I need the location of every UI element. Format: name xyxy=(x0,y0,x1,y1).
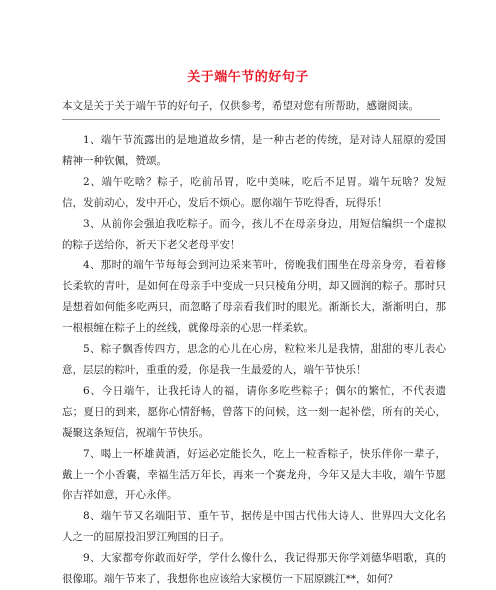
paragraph: 8、端午节又名端阳节、重午节，据传是中国古代伟大诗人、世界四大文化名人之一的屈原投汨罗江殉国的日子。 xyxy=(62,510,446,544)
paragraph: 5、粽子飘香传四方，思念的心儿在心房，粒粒米儿是我情，甜甜的枣儿表心意，层层的粽叶，重重的爱，你是我一生最爱的人，端午节快乐！ xyxy=(62,343,446,376)
paragraph: 4、那时的端午节每每会到河边采来苇叶，傍晚我们围坐在母亲身旁，看着修长柔软的青叶，是如何在母亲手中变成一只只棱角分明，却又圆润的粽子。那时只是想着如何能多吃两只，而忽略了母亲看我们时的眼光。渐渐长大，渐渐明白，那一根根缠在粽子上的丝线，就像母亲的心思一样柔软。 xyxy=(62,259,446,335)
divider-line xyxy=(62,119,440,120)
body-text xyxy=(62,130,446,590)
paragraph: 6、今日端午，让我托诗人的福，请你多吃些粽子；偶尔的繁忙，不代表遗忘；夏日的到来，愿你心情舒畅，曾落下的问候，这一刻一起补偿，所有的关心，凝聚这条短信，祝端午节快乐。 xyxy=(62,384,446,439)
intro-text: 本文是关于关于端午节的好句子，仅供参考，希望对您有所帮助，感谢阅读。 xyxy=(62,100,419,112)
paragraph: 9、大家都夸你敢而好学，学什么像什么，我记得那天你学刘德华唱歌，真的很像耶。端午节来了，我想你也应该给大家模仿一下屈原跳江**，如何？ xyxy=(62,552,446,586)
document-title: 关于端午节的好句子 xyxy=(187,70,309,85)
paragraph: 2、端午吃啥？粽子，吃前吊胃，吃中美味，吃后不足胃。端午玩啥？发短信，发前动心，发中开心，发后不烦心。愿你端午节吃得香，玩得乐！ xyxy=(62,175,446,209)
paragraph: 7、喝上一杯雄黄酒，好运必定能长久，吃上一粒香粽子，快乐伴你一辈子，戴上一个小香囊，幸福生活万年长，再来一个赛龙舟，今年又是大丰收，端午节愿你吉祥如意，开心永伴。 xyxy=(62,447,446,502)
paragraph: 1、端午节流露出的是地道故乡情，是一种古老的传统，是对诗人屈原的爱国精神一种钦佩，赞颂。 xyxy=(62,134,446,167)
paragraph: 3、从前你会强迫我吃粽子。而今，孩儿不在母亲身边，用短信编织一个虚拟的粽子送给你，祈天下老父老母平安！ xyxy=(62,217,446,251)
